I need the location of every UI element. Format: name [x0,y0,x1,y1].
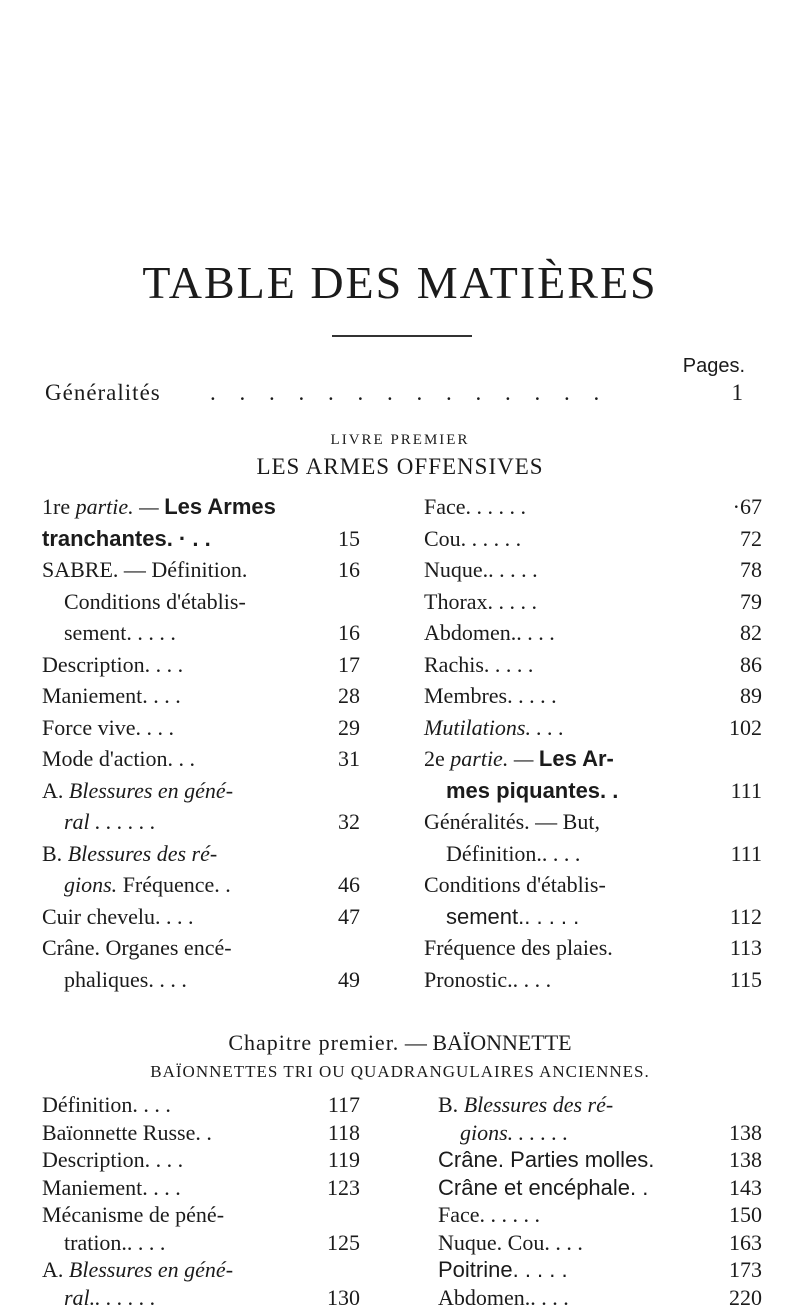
toc-entry-text: Pronostic.. . . . [424,967,551,993]
toc-entry-page: 82 [740,620,762,646]
toc-left-column [42,494,360,998]
toc-entry-text: A. Blessures en géné- [42,778,233,804]
chapitre-name: BAÏONNETTE [432,1030,571,1055]
generalites-label: Généralités [45,380,161,406]
toc-entry-page: 16 [338,557,360,583]
toc-entry [42,715,360,747]
toc-entry [424,715,762,747]
toc-entry-text: Abdomen.. . . . [424,620,555,646]
toc-entry-text: Conditions d'établis- [424,872,606,898]
toc-entry [42,967,360,999]
toc-entry [438,1285,762,1312]
toc-entry-text: Description. . . . [42,652,183,678]
toc-entry-page: 79 [740,589,762,615]
toc-entry-page: 15 [338,526,360,552]
toc-entry [424,683,762,715]
toc-entry-page: 138 [729,1120,762,1146]
toc-entry-page: 123 [327,1175,360,1201]
toc-entry-page: 32 [338,809,360,835]
toc-entry [42,746,360,778]
toc-entry-page: 143 [729,1175,762,1201]
toc-entry [424,872,762,904]
toc-entry-page: 111 [731,841,762,867]
toc-entry-page: 31 [338,746,360,772]
toc-entry-text: Définition.. . . . [446,841,580,867]
toc-entry [42,683,360,715]
toc-entry-page: 138 [729,1147,762,1173]
toc-entry [42,1175,360,1203]
toc-entry-page: 117 [328,1092,360,1118]
toc-entry [438,1147,762,1175]
toc-entry-text: Abdomen.. . . . [438,1285,569,1311]
livre-heading: LIVRE PREMIER [0,432,800,449]
toc-entry-text: Mode d'action. . . [42,746,195,772]
toc-entry-text: Poitrine. . . . . [438,1257,568,1283]
toc-entry [424,557,762,589]
toc-entry-text: Rachis. . . . . [424,652,533,678]
toc-entry-text: Nuque.. . . . . [424,557,538,583]
toc-entry [424,809,762,841]
toc-entry-text: Cou. . . . . . [424,526,521,552]
toc-entry [42,652,360,684]
toc-entry-page: 72 [740,526,762,552]
toc-entry-text: 1re partie. — Les Armes [42,494,276,520]
toc-entry-text: Thorax. . . . . [424,589,537,615]
toc-entry-page: ·67 [733,494,762,520]
toc-entry-page: 150 [729,1202,762,1228]
toc-entry [438,1230,762,1258]
toc-entry [42,1147,360,1175]
toc-entry-page: 220 [729,1285,762,1311]
toc-entry-text: Maniement. . . . [42,1175,181,1201]
pages-label: Pages. [683,355,745,378]
toc-entry-text: ral . . . . . . [64,809,156,835]
toc-entry-page: 113 [730,935,762,961]
toc-entry-page: 86 [740,652,762,678]
toc-entry-text: Conditions d'établis- [64,589,246,615]
toc-entry [42,778,360,810]
toc-entry-text: A. Blessures en géné- [42,1257,233,1283]
toc-entry [424,494,762,526]
toc-entry [438,1175,762,1203]
toc-entry-text: ral.. . . . . . [64,1285,156,1311]
toc-entry-text: tration.. . . . [64,1230,165,1256]
toc-entry [424,620,762,652]
toc-entry [424,652,762,684]
toc-entry-text: mes piquantes. . [446,778,618,804]
toc-entry [42,904,360,936]
toc-entry-text: sement. . . . . [64,620,176,646]
toc-entry-text: Cuir chevelu. . . . [42,904,194,930]
toc-entry-page: 118 [328,1120,360,1146]
toc-entry-text: SABRE. — Définition. [42,557,247,583]
toc-right-column [424,494,762,998]
title-rule [332,335,472,337]
toc-entry [438,1092,762,1120]
toc-entry-text: Crâne. Parties molles. [438,1147,654,1173]
toc-entry-page: 46 [338,872,360,898]
armes-heading: LES ARMES OFFENSIVES [0,454,800,480]
toc-entry-text: Mécanisme de péné- [42,1202,224,1228]
baionnettes-heading: BAÏONNETTES TRI OU QUADRANGULAIRES ANCIENNES. [0,1062,800,1082]
toc-entry [42,1257,360,1285]
toc-entry [42,526,360,558]
toc-bottom-left-column [42,1092,360,1312]
toc-entry-text: Définition. . . . [42,1092,171,1118]
toc-entry [424,589,762,621]
toc-entry-text: Baïonnette Russe. . [42,1120,212,1146]
toc-entry [424,935,762,967]
toc-entry [438,1120,762,1148]
toc-entry-page: 16 [338,620,360,646]
toc-entry-text: Force vive. . . . [42,715,174,741]
toc-entry [438,1257,762,1285]
toc-entry-text: Face. . . . . . [438,1202,540,1228]
toc-entry [42,620,360,652]
toc-entry-page: 28 [338,683,360,709]
page-title: TABLE DES MATIÈRES [0,256,800,309]
toc-entry-page: 111 [731,778,762,804]
chapitre-heading [0,1030,800,1056]
toc-entry-text: gions. Fréquence. . [64,872,231,898]
toc-entry-page: 29 [338,715,360,741]
toc-entry-text: Généralités. — But, [424,809,600,835]
toc-entry-page: 49 [338,967,360,993]
toc-entry-text: Nuque. Cou. . . . [438,1230,583,1256]
toc-entry-page: 119 [328,1147,360,1173]
toc-entry-text: B. Blessures des ré- [438,1092,613,1118]
toc-entry [424,778,762,810]
generalites-dots: . . . . . . . . . . . . . . [210,380,608,406]
toc-entry [424,904,762,936]
toc-entry [42,809,360,841]
toc-entry-text: 2e partie. — Les Ar- [424,746,614,772]
toc-entry [42,1202,360,1230]
toc-entry-page: 130 [327,1285,360,1311]
toc-entry-text: tranchantes. · . . [42,526,211,552]
toc-entry [424,841,762,873]
toc-entry [42,589,360,621]
toc-entry-text: Face. . . . . . [424,494,526,520]
toc-entry-text: Maniement. . . . [42,683,181,709]
toc-entry-text: Crâne et encéphale. . [438,1175,648,1201]
toc-entry-page: 173 [729,1257,762,1283]
toc-entry [424,526,762,558]
toc-entry-page: 115 [730,967,762,993]
toc-entry-text: Membres. . . . . [424,683,557,709]
toc-entry-page: 89 [740,683,762,709]
toc-entry [42,841,360,873]
toc-entry-page: 163 [729,1230,762,1256]
toc-entry [42,1230,360,1258]
toc-entry-page: 47 [338,904,360,930]
toc-entry-text: B. Blessures des ré- [42,841,217,867]
toc-bottom-right-column [438,1092,762,1312]
toc-entry [424,967,762,999]
toc-entry [42,1120,360,1148]
toc-entry [42,557,360,589]
toc-entry [42,935,360,967]
toc-entry-page: 125 [327,1230,360,1256]
toc-entry [42,494,360,526]
chapitre-label: Chapitre premier. [228,1030,399,1055]
toc-entry-text: gions. . . . . . [460,1120,568,1146]
toc-entry-text: Description. . . . [42,1147,183,1173]
toc-entry-page: 102 [729,715,762,741]
toc-entry [438,1202,762,1230]
toc-entry-page: 17 [338,652,360,678]
toc-entry [42,1285,360,1312]
toc-entry [42,1092,360,1120]
toc-entry-text: sement.. . . . . [446,904,579,930]
toc-entry-text: Fréquence des plaies. [424,935,613,961]
toc-entry-page: 112 [730,904,762,930]
toc-entry [424,746,762,778]
toc-entry [42,872,360,904]
toc-entry-page: 78 [740,557,762,583]
toc-entry-text: Crâne. Organes encé- [42,935,232,961]
toc-entry-text: Mutilations. . . . [424,715,564,741]
generalites-page: 1 [732,380,744,406]
chapitre-dash: — [405,1030,427,1055]
toc-entry-text: phaliques. . . . [64,967,187,993]
